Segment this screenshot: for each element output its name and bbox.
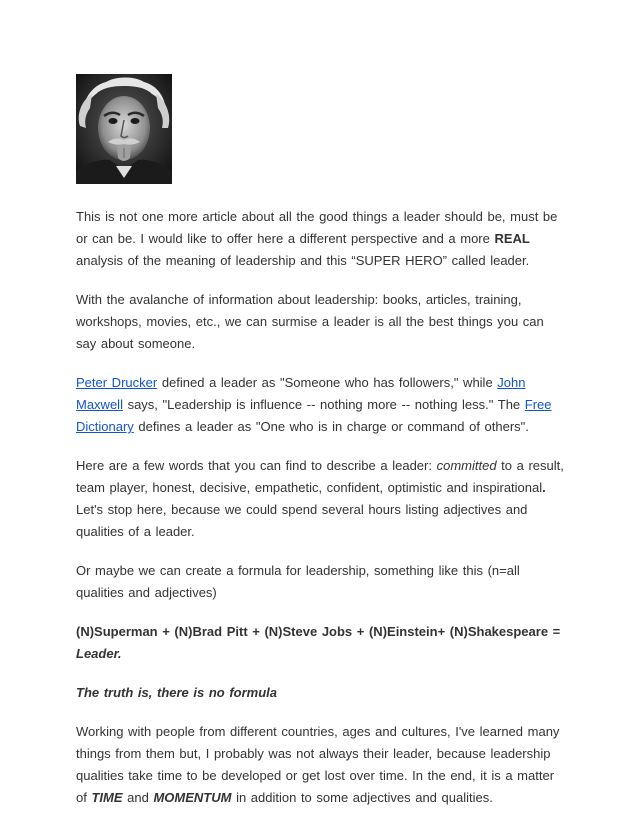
paragraph-formula-intro: Or maybe we can create a formula for leadership, something like this (n=all qualities and adjectives) — [76, 563, 520, 600]
intro-text-c: analysis of the meaning of leadership and this “SUPER HERO” called leader. — [76, 253, 530, 268]
words-text-e: Let's stop here, because we could spend several hours listing adjectives and qualities of a leader. — [76, 502, 528, 539]
paragraph-avalanche: With the avalanche of information about leadership: books, articles, training, workshops, movies, etc., we can surmise a leader is all the best things you can say about someone. — [76, 292, 544, 351]
definitions-text-2: says, "Leadership is influence -- nothing more -- nothing less." The — [122, 397, 525, 412]
paragraph-truth: The truth is, there is no formula — [76, 685, 278, 700]
working-emphasis-momentum: MOMENTUM — [153, 790, 232, 805]
formula-result: Leader. — [76, 646, 122, 661]
paragraph-working — [76, 721, 568, 809]
working-text-e: in addition to some adjectives and qualities. — [231, 790, 493, 805]
einstein-photo — [76, 74, 172, 184]
paragraph-words — [76, 455, 568, 543]
working-text-a: Working with people from different countries, ages and cultures, I've learned many things from them but, I probably was not always their leader, because leadership qualities take time to be developed or get lost over time. In the end, it is a matter of — [76, 724, 560, 805]
words-bold-period: . — [542, 480, 546, 495]
portrait-image — [76, 74, 172, 184]
link-free-dictionary[interactable]: Free Dictionary — [76, 397, 552, 434]
formula-text: (N)Superman + (N)Brad Pitt + (N)Steve Jobs + (N)Einstein+ (N)Shakespeare = — [76, 624, 561, 639]
article-body — [76, 206, 568, 826]
paragraph-intro — [76, 206, 568, 272]
link-peter-drucker[interactable]: Peter Drucker — [76, 375, 158, 390]
intro-text-a: This is not one more article about all the good things a leader should be, must be or can be. I would like to offer here a different perspective and a more — [76, 209, 558, 246]
link-john-maxwell[interactable]: John Maxwell — [76, 375, 526, 412]
definitions-text-1: defined a leader as "Someone who has followers," while — [157, 375, 498, 390]
paragraph-definitions — [76, 372, 568, 438]
words-text-c: to a result, team player, honest, decisive, empathetic, confident, optimistic and inspirational — [76, 458, 564, 495]
words-emphasis-committed: committed — [436, 458, 497, 473]
words-text-a: Here are a few words that you can find to describe a leader: — [76, 458, 437, 473]
working-emphasis-time: TIME — [91, 790, 123, 805]
paragraph-formula — [76, 621, 568, 665]
definitions-text-3: defines a leader as "One who is in charge or command of others". — [133, 419, 529, 434]
intro-emphasis-real: REAL — [494, 231, 530, 246]
working-text-c: and — [122, 790, 154, 805]
